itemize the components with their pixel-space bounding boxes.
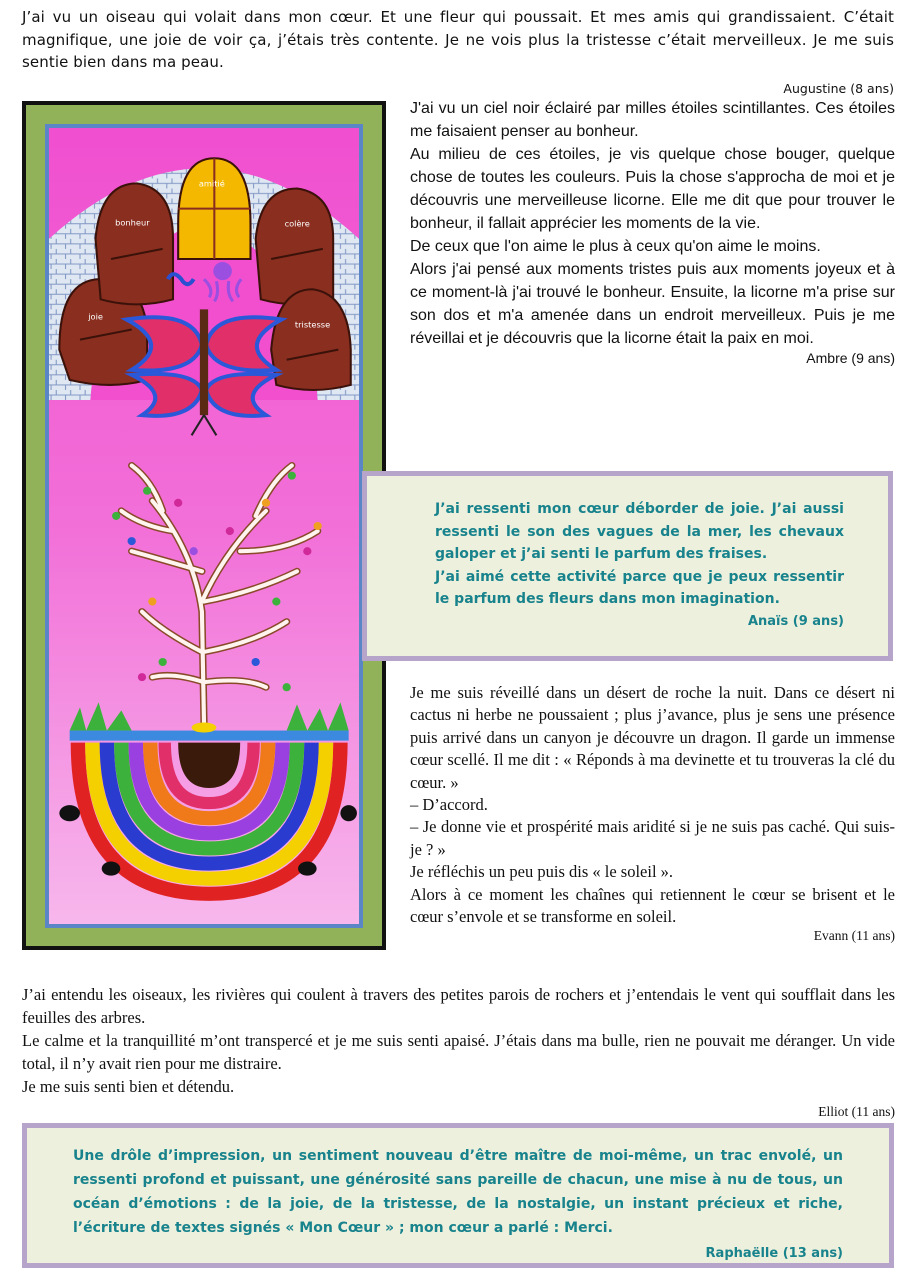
door-label-tristesse: tristesse (294, 319, 331, 330)
fish (192, 722, 217, 732)
quote-box-raphaelle (22, 1123, 894, 1268)
door-label-colere: colère (284, 218, 310, 229)
text-raphaelle-body: Une drôle d’impression, un sentiment nouveau d’être maître de moi-même, un trac envolé, un ressenti profond et puissant, une générosité sans pareille de chacun, une mise à nu de tous, un océan d’émotions : de la joie, de la tristesse, de la nostalgie, un instant précieux et riche, l’écriture de textes signés « Mon Cœur » ; mon cœur a parlé : Merci. (73, 1148, 843, 1236)
drawing-green-frame (26, 105, 382, 946)
drawing-blue-frame (45, 124, 363, 928)
text-augustine-author: Augustine (8 ans) (783, 80, 894, 96)
text-elliot (22, 983, 895, 1120)
door-label-amitie: amitié (198, 178, 225, 189)
text-ambre-body: J'ai vu un ciel noir éclairé par milles étoiles scintillantes. Ces étoiles me faisaient penser au bonheur. Au milieu de ces étoiles, je vis quelque chose bouger, quelque chose de toutes les couleurs. Puis la chose s'approcha de moi et je découvris une merveilleuse licorne. Elle me dit que pour trouver le bonheur, il fallait apprécier les moments de la vie. De ceux que l'on aime le plus à ceux qu'on aime le moins. Alors j'ai pensé aux moments tristes puis aux moments joyeux et à ce moment-là j'ai trouvé le bonheur. Ensuite, la licorne m'a prise sur son dos et m'a amenée dans un endroit merveilleux. Puis je me réveillai et je découvris que la licorne était la paix en moi. (410, 100, 895, 347)
text-augustine (22, 6, 894, 96)
text-elliot-body: J’ai entendu les oiseaux, les rivières qui coulent à travers des petites parois de rochers et j’entendais le vent qui soufflait dans les feuilles des arbres. Le calme et la tranquillité m’ont transpercé et je me suis senti apaisé. J’étais dans ma bulle, rien ne pouvait me déranger. Un vide total, il n’y avait rien pour me distraire. Je me suis senti bien et détendu. (22, 985, 895, 1096)
door-left-high (96, 183, 174, 304)
quote-box-anais (362, 471, 893, 661)
text-ambre (410, 97, 895, 366)
text-raphaelle-author: Raphaëlle (13 ans) (705, 1246, 843, 1261)
drawing-canvas (49, 128, 359, 924)
door-right-low (271, 289, 351, 390)
door-label-bonheur: bonheur (115, 217, 150, 228)
door-right-high (256, 188, 333, 304)
child-drawing (22, 101, 386, 950)
text-ambre-author: Ambre (9 ans) (806, 350, 895, 366)
door-label-joie: joie (88, 311, 103, 322)
text-evann-body: Je me suis réveillé dans un désert de roche la nuit. Dans ce désert ni cactus ni herbe ne poussaient ; plus j’avance, plus je sens une présence puis arrivé dans un canyon je découvre un dragon. Il garde un immense cœur scellé. Il me dit : « Réponds à ma devinette et tu trouveras la clé du cœur. » – D’accord. – Je donne vie et prospérité mais aridité si je ne suis pas caché. Qui suis-je ? » Je réfléchis un peu puis dis « le soleil ». Alors à ce moment les chaînes qui retiennent le cœur se brisent et le cœur s’envole et se transforme en soleil. (410, 683, 895, 927)
text-elliot-author: Elliot (11 ans) (818, 1104, 895, 1119)
text-augustine-body: J’ai vu un oiseau qui volait dans mon cœur. Et une fleur qui poussait. Et mes amis qui grandissaient. C’était magnifique, une joie de voir ça, j’étais très contente. Je ne vois plus la tristesse c’était merveilleux. Je me suis sentie bien dans ma peau. (22, 8, 894, 71)
text-anais-body: J’ai ressenti mon cœur déborder de joie. J’ai aussi ressenti le son des vagues de la mer, les chevaux galoper et j’ai senti le parfum des fraises. J’ai aimé cette activité parce que je peux ressentir le parfum des fleurs dans mon imagination. (435, 501, 844, 607)
text-evann-author: Evann (11 ans) (813, 928, 895, 944)
butterfly (127, 309, 282, 435)
text-evann (410, 682, 895, 944)
door-center (178, 158, 250, 259)
text-anais-author: Anaïs (9 ans) (747, 613, 844, 629)
